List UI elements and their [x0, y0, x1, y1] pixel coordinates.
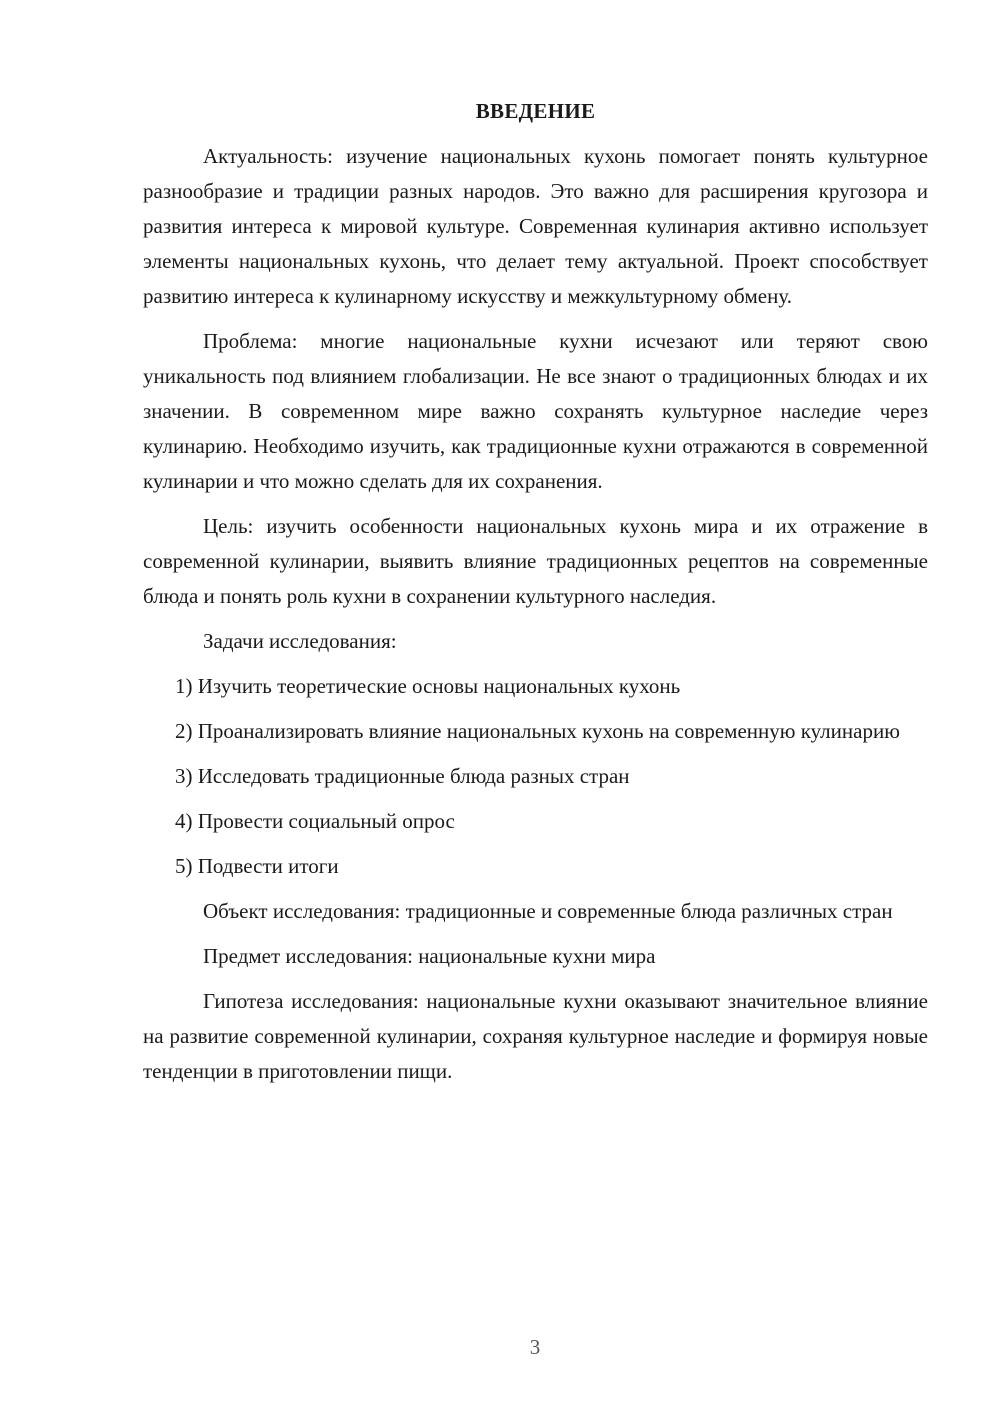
goal-paragraph: Цель: изучить особенности национальных кухонь мира и их отражение в современной кулинарии, выявить влияние традиционных рецептов на современные блюда и понять роль кухни в сохранении культурного наследия.	[143, 514, 928, 608]
hypothesis-paragraph: Гипотеза исследования: национальные кухни оказывают значительное влияние на развитие современной кулинарии, сохраняя культурное наследие и формируя новые тенденции в приготовлении пищи.	[143, 989, 928, 1083]
tasks-list	[143, 669, 928, 884]
task-item-2: 2) Проанализировать влияние национальных кухонь на современную кулинарию	[175, 719, 900, 743]
relevance-paragraph: Актуальность: изучение национальных кухонь помогает понять культурное разнообразие и традиции разных народов. Это важно для расширения кругозора и развития интереса к мировой культуре. Современная кулинария активно использует элементы национальных кухонь, что делает тему актуальной. Проект способствует развитию интереса к кулинарному искусству и межкультурному обмену.	[143, 144, 928, 308]
tasks-heading: Задачи исследования:	[203, 629, 397, 653]
object-paragraph: Объект исследования: традиционные и современные блюда различных стран	[203, 899, 893, 923]
subject-paragraph: Предмет исследования: национальные кухни мира	[203, 944, 656, 968]
page-content	[143, 94, 928, 1099]
task-item-3: 3) Исследовать традиционные блюда разных стран	[175, 764, 630, 788]
task-item-5: 5) Подвести итоги	[175, 854, 339, 878]
problem-paragraph: Проблема: многие национальные кухни исчезают или теряют свою уникальность под влиянием глобализации. Не все знают о традиционных блюдах и их значении. В современном мире важно сохранять культурное наследие через кулинарию. Необходимо изучить, как традиционные кухни отражаются в современной кулинарии и что можно сделать для их сохранения.	[143, 329, 928, 493]
task-item-4: 4) Провести социальный опрос	[175, 809, 455, 833]
section-title: ВВЕДЕНИЕ	[475, 99, 596, 123]
task-item-1: 1) Изучить теоретические основы национальных кухонь	[175, 674, 681, 698]
page-number: 3	[529, 1335, 541, 1359]
